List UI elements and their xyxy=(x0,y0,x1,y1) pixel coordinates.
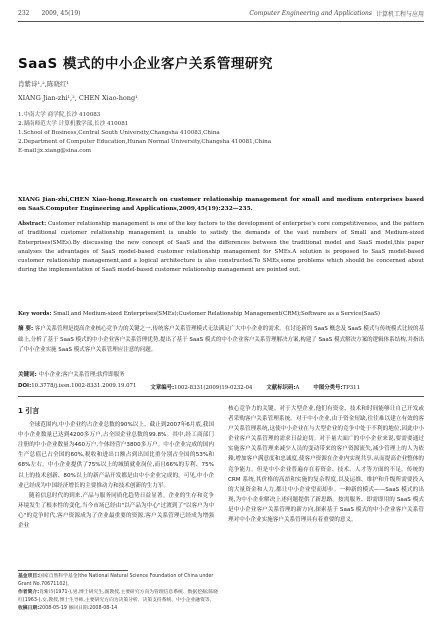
affiliation-line: 1.School of Business,Central South University,Changsha 410083,China xyxy=(18,129,220,136)
affiliation-line: 2.湖南师范大学 计算机教学部,长沙 410081 xyxy=(18,120,129,127)
abstract-cn-text: 客户关系管理是提高企业核心竞争力的关键之一,传统客户关系管理模式无法满足广大中小企业的需求。在讨论新的 SaaS 概念及 SaaS 模式与传统模式比较的基础上,分析了基于 SaaS 模式的中小企业客户关系管理优势,提出了基于 SaaS 模式的中小企业客户关系管理解决方案,构建了 SaaS 模式解决方案的逻辑体系结构,并指出了中小企业实施 SaaS 模式客户关系管理应注意的问题。 xyxy=(18,326,424,354)
paper-title: SaaS 模式的中小企业客户关系管理研究 xyxy=(18,56,273,72)
article-number: 文章编号:1002-8331(2009)19-0232-04 xyxy=(150,385,253,391)
section-heading: 1 引言 xyxy=(18,407,40,415)
footnote-author-bio: 作者简介:肖紫诗(1971-),男,博士研究生,副教授,主要研究方向为管理信息系统、数据挖掘;陈晓红(1963-),女,教授,博士生导师,主要研究方向为决策分析、决策支持系统、中小企业融资等。 xyxy=(18,590,219,603)
citation: XIANG Jian-zhi,CHEN Xiao-hong.Research on customer relationship management for small and medium enterprises based on SaaS.Computer Engineering and Applications,2009,45(19):232—235. xyxy=(18,197,424,212)
affiliation-line: 1.中南大学 商学院,长沙 410083 xyxy=(18,112,101,118)
journal-name-en: Computer Engineering and Applications xyxy=(249,9,372,17)
keywords-en xyxy=(18,310,424,319)
journal-name-cn: 计算机工程与应用 xyxy=(375,10,424,18)
authors-cn: 肖紫诗¹,²,陈晓红¹ xyxy=(18,80,69,88)
affiliations xyxy=(18,111,271,156)
body-paragraph: 核心竞争力的关键。对于大型企业,他们有资金、技术和时间能够让自己开发或者采购客户关系管理系统。对于中小企业,由于资金短缺,往往难以建立有效的客户关系管理系统,这使中小企业在与大型企业的竞争中处于不利的地位,因此中小企业客户关系管理的需求日益迫切。对于量大面广的中小企业来说,要需要通过实施客户关系管理来减少人员的变动带来的客户资源流失,减少管理上的人为依赖,增加客户满意度和忠诚度,使客户资源在企业内实现共享,从而提高企业整体的竞争能力。但是中小企业普遍存在着资金、技术、人才等方面的不足。传统的 CRM 系统,其价格的高昂和实施的复杂程度,以及运维、维护和升级所需要投入的大量资金和人力,都让中小企业望而却步。一种新的模式——SaaS 模式的出现,为中小企业解决上述问题提供了新思路。按需服务、即需即用的 SaaS 模式是中小企业客户关系管理的新方向,探索基于 SaaS 模式的中小企业客户关系管理对中小企业实施客户关系管理具有着重要的意义。 xyxy=(228,406,424,524)
header-rule xyxy=(18,21,424,22)
authors-en: XIANG Jian-zhi¹,², CHEN Xiao-hong¹ xyxy=(18,94,138,102)
keywords-cn xyxy=(18,370,424,378)
doc-code: 文献标识码:A xyxy=(266,385,300,391)
article-meta xyxy=(18,383,424,391)
abstract-en xyxy=(18,220,424,276)
keywords-cn-label: 关键词: xyxy=(18,372,37,378)
footnote-funding: 基金项目:国家自然科学基金(the National Natural Science Foundation of China under Grant No.70671102)。 xyxy=(18,574,214,587)
footnote-dates: 收稿日期:2008-05-19 修回日期:2008-08-14 xyxy=(18,606,118,611)
year-issue: 2009, 45(19) xyxy=(41,9,81,17)
doi: DOI:10.3778/j.issn.1002-8331.2009.19.071 xyxy=(18,383,137,389)
abstract-cn-label: 摘 要: xyxy=(18,326,34,332)
keywords-en-text: Small and Medium-sized Enterprises(SMEs);Customer Relationship Management(CRM);Software as a Service(SaaS) xyxy=(53,311,381,317)
keywords-en-label: Key words: xyxy=(18,311,52,317)
body-paragraph: 全球范围内,中小企业约占企业总数的90%以上。截止到2007年6月底,我国中小企业数量已达到4200多万户,占全国企业总数的99.8%。其中,经工商部门注册的中小企业数量为460万户,个体经营户3800多万户。中小企业完成的国内生产总值已占全国的60%,税收和进出口额占到出国比重分别占全国的53%和68%左右。中小企业提供了75%以上的城镇就业岗位,而且66%的专利、75%以上的技术创新、80%以上的新产品开发都是由中小企业完成的。可见,中小企业已经成为中国经济增长的主要推动力和技术创新的生力军。 xyxy=(18,422,214,489)
clc-number: 中图分类号:TP311 xyxy=(313,385,361,391)
running-header xyxy=(18,6,424,20)
footnotes xyxy=(18,573,218,613)
email-line: E-mail:jx.xiang@sina.com xyxy=(18,147,92,154)
section-rule xyxy=(18,396,424,397)
abstract-cn xyxy=(18,324,424,356)
page-number: 232 xyxy=(18,9,30,17)
footnote-rule xyxy=(18,570,128,571)
body-column-left xyxy=(18,404,214,531)
body-column-right xyxy=(228,404,424,525)
body-paragraph: 随着信息时代的到来,产品与服务同质化趋势日益显著。企业的生存和竞争环境发生了根本性的变化,当今市场已经由"以产品为中心"过渡到了"以客户为中心"的竞争时代,客户资源成为了企业最重要的资源,客户关系管理已经成为增强企业 xyxy=(18,492,214,530)
keywords-cn-text: 中小企业;客户关系管理;软件即服务 xyxy=(38,372,125,378)
affiliation-line: 2.Department of Computer Education,Hunan Normal University,Changsha 410081,China xyxy=(18,138,272,145)
abstract-en-label: Abstract: xyxy=(18,221,47,227)
abstract-en-text: Customer relationship management is one of the key factors to the development of enterprise's core competitiveness, and the pattern of traditional customer relationship management is unable to satisfy the demands of the vast numbers of Small and Medium-sized Enterprises(SMEs).By discussing the new concept of SaaS and the differences between the traditional model and SaaS model,this paper analyses the advantages of SaaS model-based customer relationship management for SMEs.A solution is proposed to SaaS model-based customer relationship management,and a logical architecture is also constructed.To SMEs,some problems which should be concerned about during the implementation of SaaS model-based customer relationship management are pointed out. xyxy=(18,221,424,274)
